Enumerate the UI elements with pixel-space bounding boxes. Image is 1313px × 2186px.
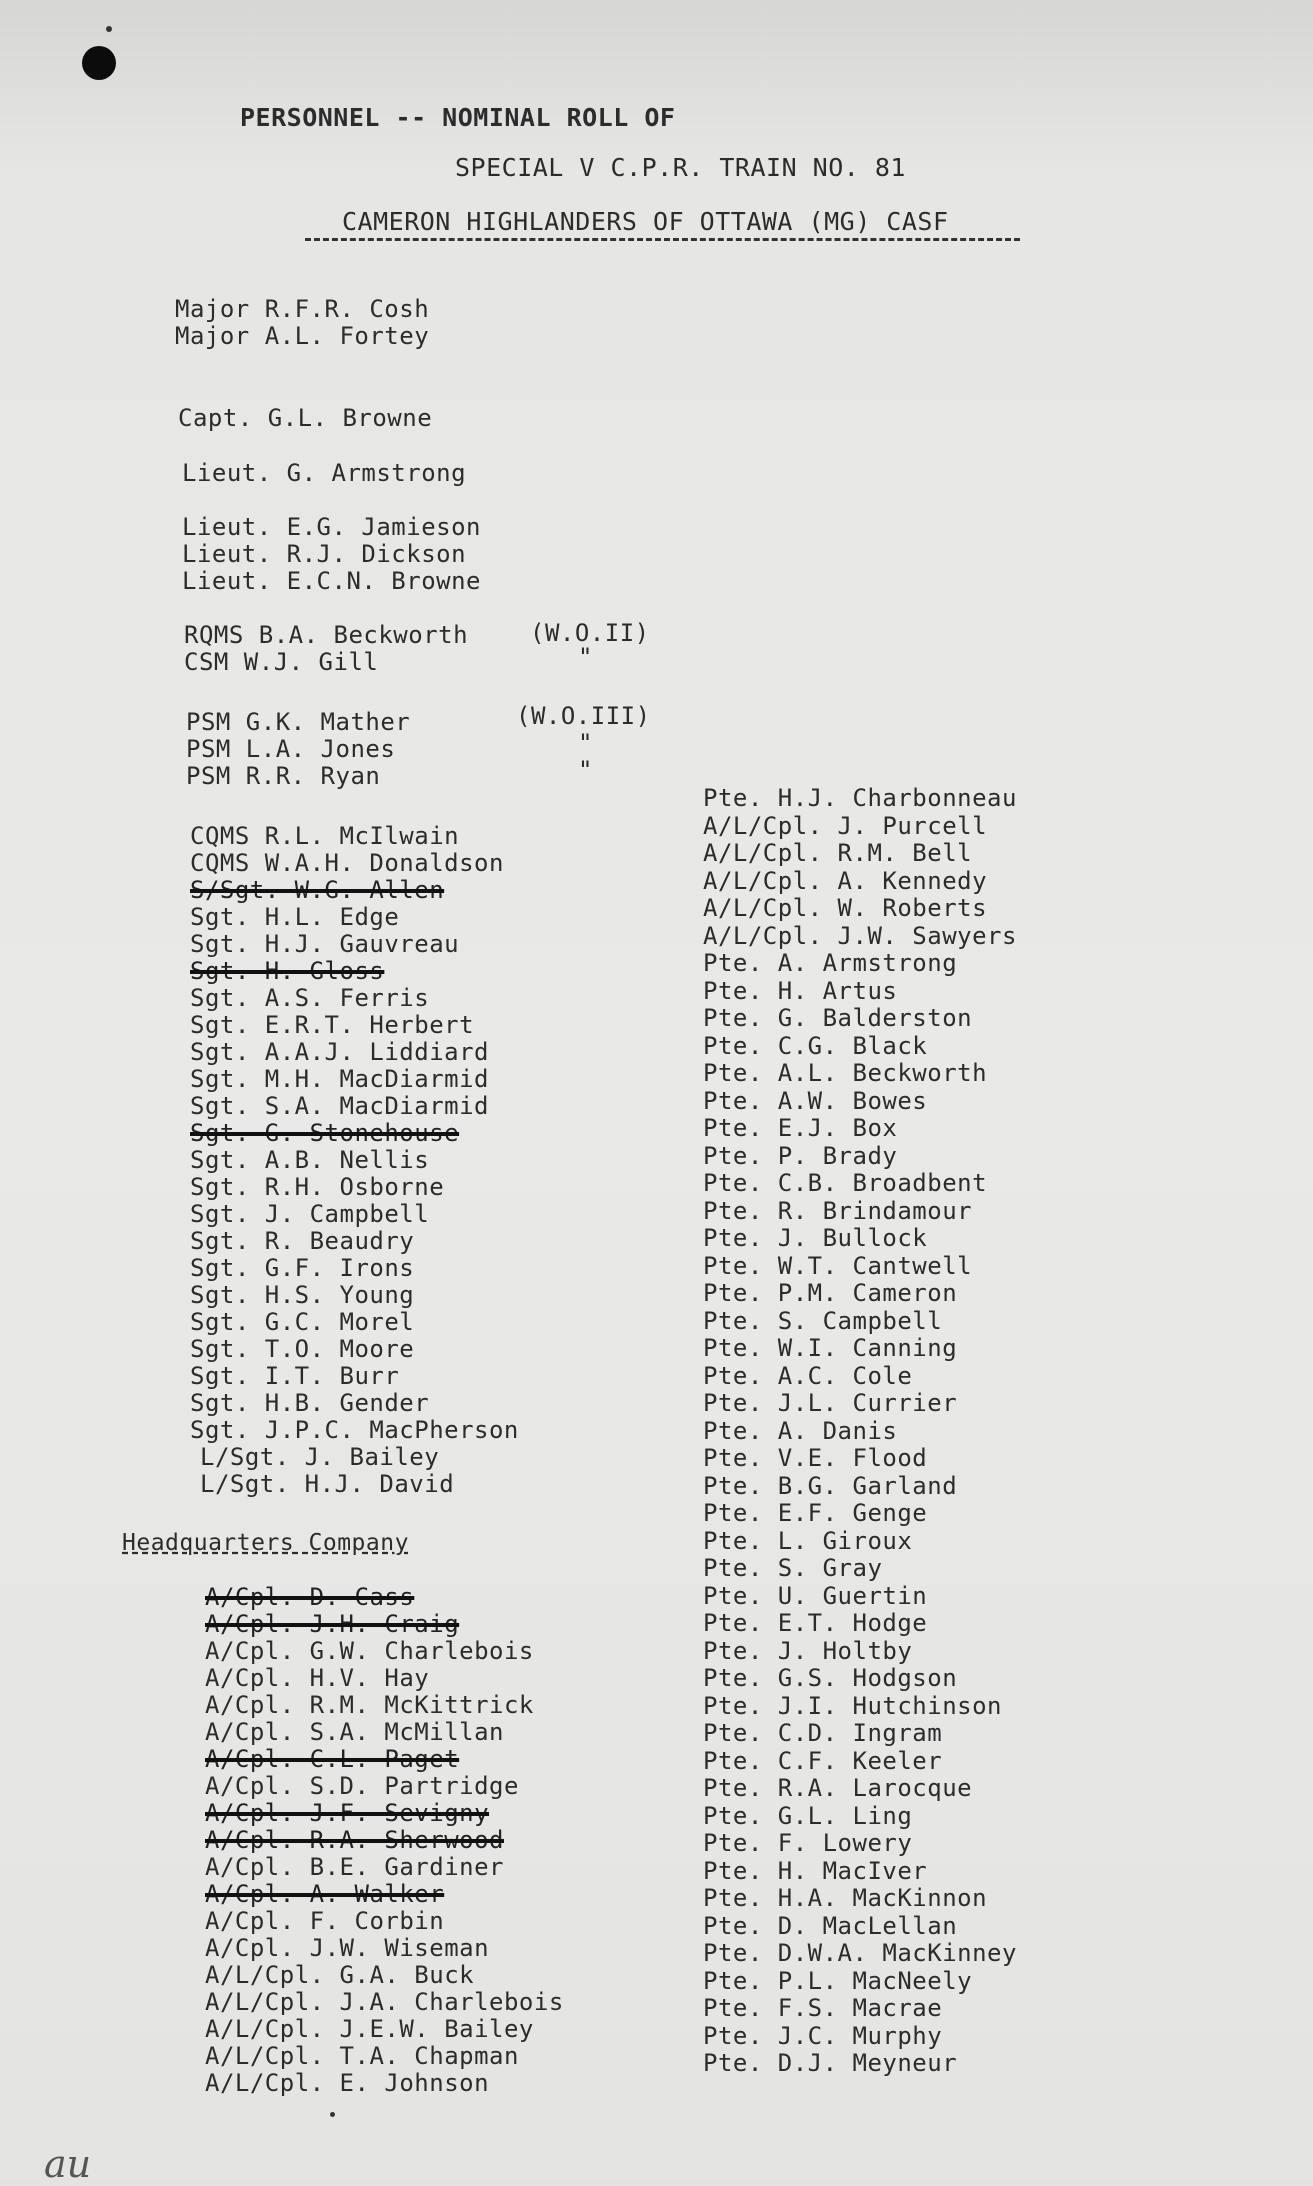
roll-entry: Sgt. E.R.T. Herbert bbox=[190, 1011, 475, 1039]
roll-entry: A/Cpl. S.D. Partridge bbox=[205, 1772, 519, 1800]
roll-entry: Pte. H. Artus bbox=[703, 977, 898, 1005]
header-line-2: SPECIAL V C.P.R. TRAIN NO. 81 bbox=[455, 153, 906, 182]
roll-entry: PSM L.A. Jones bbox=[186, 735, 396, 763]
roll-entry: Pte. J. Bullock bbox=[703, 1224, 928, 1252]
roll-entry: Sgt. H.S. Young bbox=[190, 1281, 415, 1309]
rank-note: " bbox=[578, 729, 593, 757]
roll-entry: Sgt. R.H. Osborne bbox=[190, 1173, 445, 1201]
roll-entry: Pte. E.F. Genge bbox=[703, 1499, 928, 1527]
title-underline bbox=[305, 238, 1020, 241]
roll-entry: A/L/Cpl. G.A. Buck bbox=[205, 1961, 475, 1989]
roll-entry: Sgt. T.O. Moore bbox=[190, 1335, 415, 1363]
roll-entry-struck: A/Cpl. A. Walker bbox=[205, 1880, 445, 1908]
roll-entry: Pte. A.W. Bowes bbox=[703, 1087, 928, 1115]
roll-entry: Sgt. H.J. Gauvreau bbox=[190, 930, 460, 958]
roll-entry: Sgt. S.A. MacDiarmid bbox=[190, 1092, 489, 1120]
roll-entry: Sgt. H.B. Gender bbox=[190, 1389, 430, 1417]
roll-entry: RQMS B.A. Beckworth bbox=[184, 621, 469, 649]
roll-entry: Pte. J.L. Currier bbox=[703, 1389, 958, 1417]
roll-entry: Sgt. G.F. Irons bbox=[190, 1254, 415, 1282]
roll-entry: Pte. R.A. Larocque bbox=[703, 1774, 973, 1802]
roll-entry-struck: Sgt. G. Stonehouse bbox=[190, 1119, 460, 1147]
roll-entry: Sgt. I.T. Burr bbox=[190, 1362, 400, 1390]
roll-entry: Major A.L. Fortey bbox=[175, 322, 430, 350]
roll-entry: Pte. G. Balderston bbox=[703, 1004, 973, 1032]
roll-entry: A/Cpl. F. Corbin bbox=[205, 1907, 445, 1935]
rank-note: " bbox=[578, 643, 593, 671]
roll-entry: Pte. A.C. Cole bbox=[703, 1362, 913, 1390]
roll-entry: PSM R.R. Ryan bbox=[186, 762, 381, 790]
roll-entry: Pte. C.F. Keeler bbox=[703, 1747, 943, 1775]
roll-entry: Sgt. J. Campbell bbox=[190, 1200, 430, 1228]
roll-entry: Pte. H. MacIver bbox=[703, 1857, 928, 1885]
ink-speck bbox=[106, 26, 112, 32]
rank-note: " bbox=[578, 756, 593, 784]
roll-entry: Pte. D.W.A. MacKinney bbox=[703, 1939, 1017, 1967]
roll-entry: Pte. S. Campbell bbox=[703, 1307, 943, 1335]
roll-entry-struck: A/Cpl. R.A. Sherwood bbox=[205, 1826, 504, 1854]
roll-entry: A/L/Cpl. J. Purcell bbox=[703, 812, 988, 840]
roll-entry: CSM W.J. Gill bbox=[184, 648, 379, 676]
roll-entry: Pte. A. Danis bbox=[703, 1417, 898, 1445]
roll-entry: CQMS R.L. McIlwain bbox=[190, 822, 460, 850]
roll-entry: A/L/Cpl. R.M. Bell bbox=[703, 839, 973, 867]
roll-entry: Pte. H.J. Charbonneau bbox=[703, 784, 1017, 812]
roll-entry: A/Cpl. J.W. Wiseman bbox=[205, 1934, 490, 1962]
roll-entry: Sgt. A.S. Ferris bbox=[190, 984, 430, 1012]
header-line-3: CAMERON HIGHLANDERS OF OTTAWA (MG) CASF bbox=[342, 207, 949, 236]
roll-entry: Pte. C.D. Ingram bbox=[703, 1719, 943, 1747]
roll-entry: Pte. C.B. Broadbent bbox=[703, 1169, 988, 1197]
roll-entry: A/L/Cpl. E. Johnson bbox=[205, 2069, 490, 2097]
roll-entry: Lieut. R.J. Dickson bbox=[182, 540, 467, 568]
roll-entry: Sgt. A.B. Nellis bbox=[190, 1146, 430, 1174]
roll-entry: A/Cpl. B.E. Gardiner bbox=[205, 1853, 504, 1881]
roll-entry: Pte. V.E. Flood bbox=[703, 1444, 928, 1472]
roll-entry: A/L/Cpl. J.A. Charlebois bbox=[205, 1988, 564, 2016]
roll-entry: Lieut. E.G. Jamieson bbox=[182, 513, 481, 541]
roll-entry: Pte. E.T. Hodge bbox=[703, 1609, 928, 1637]
roll-entry: Pte. W.I. Canning bbox=[703, 1334, 958, 1362]
roll-entry: A/Cpl. H.V. Hay bbox=[205, 1664, 430, 1692]
roll-entry: Pte. U. Guertin bbox=[703, 1582, 928, 1610]
roll-entry: PSM G.K. Mather bbox=[186, 708, 411, 736]
roll-entry: Sgt. A.A.J. Liddiard bbox=[190, 1038, 489, 1066]
roll-entry: A/L/Cpl. J.W. Sawyers bbox=[703, 922, 1017, 950]
roll-entry: Pte. J. Holtby bbox=[703, 1637, 913, 1665]
rank-note: (W.O.II) bbox=[530, 619, 650, 647]
roll-entry: Pte. G.S. Hodgson bbox=[703, 1664, 958, 1692]
roll-entry-struck: A/Cpl. J.H. Craig bbox=[205, 1610, 460, 1638]
roll-entry: Major R.F.R. Cosh bbox=[175, 295, 430, 323]
roll-entry: Pte. W.T. Cantwell bbox=[703, 1252, 973, 1280]
roll-entry: Pte. R. Brindamour bbox=[703, 1197, 973, 1225]
roll-entry: A/L/Cpl. J.E.W. Bailey bbox=[205, 2015, 534, 2043]
roll-entry-struck: S/Sgt. W.G. Allen bbox=[190, 876, 445, 904]
header-line-1: PERSONNEL -- NOMINAL ROLL OF bbox=[240, 103, 676, 132]
roll-entry: A/Cpl. G.W. Charlebois bbox=[205, 1637, 534, 1665]
roll-entry-struck: Sgt. H. Gloss bbox=[190, 957, 385, 985]
roll-entry: CQMS W.A.H. Donaldson bbox=[190, 849, 504, 877]
roll-entry: Sgt. M.H. MacDiarmid bbox=[190, 1065, 489, 1093]
roll-entry: A/L/Cpl. T.A. Chapman bbox=[205, 2042, 519, 2070]
roll-entry: Pte. D. MacLellan bbox=[703, 1912, 958, 1940]
roll-entry: Pte. P.M. Cameron bbox=[703, 1279, 958, 1307]
roll-entry: Pte. P. Brady bbox=[703, 1142, 898, 1170]
roll-entry: Pte. J.I. Hutchinson bbox=[703, 1692, 1002, 1720]
ink-speck bbox=[330, 2112, 335, 2117]
roll-entry-struck: A/Cpl. D. Cass bbox=[205, 1583, 415, 1611]
roll-entry-struck: A/Cpl. J.F. Sevigny bbox=[205, 1799, 490, 1827]
roll-entry: L/Sgt. H.J. David bbox=[200, 1470, 455, 1498]
roll-entry: Pte. G.L. Ling bbox=[703, 1802, 913, 1830]
roll-entry: Pte. F.S. Macrae bbox=[703, 1994, 943, 2022]
roll-entry: L/Sgt. J. Bailey bbox=[200, 1443, 440, 1471]
roll-entry: Lieut. E.C.N. Browne bbox=[182, 567, 481, 595]
roll-entry: Pte. D.J. Meyneur bbox=[703, 2049, 958, 2077]
roll-entry: Pte. A. Armstrong bbox=[703, 949, 958, 977]
roll-entry: Lieut. G. Armstrong bbox=[182, 459, 467, 487]
punch-hole bbox=[82, 46, 116, 80]
roll-entry: Pte. F. Lowery bbox=[703, 1829, 913, 1857]
margin-note: au bbox=[44, 2142, 92, 2186]
roll-entry: Pte. S. Gray bbox=[703, 1554, 883, 1582]
roll-entry-struck: A/Cpl. C.L. Paget bbox=[205, 1745, 460, 1773]
roll-entry: Pte. P.L. MacNeely bbox=[703, 1967, 973, 1995]
roll-entry: Pte. C.G. Black bbox=[703, 1032, 928, 1060]
roll-entry: Pte. L. Giroux bbox=[703, 1527, 913, 1555]
roll-entry: Pte. B.G. Garland bbox=[703, 1472, 958, 1500]
roll-entry: Sgt. R. Beaudry bbox=[190, 1227, 415, 1255]
roll-entry: Pte. E.J. Box bbox=[703, 1114, 898, 1142]
roll-entry: A/L/Cpl. A. Kennedy bbox=[703, 867, 988, 895]
roll-entry: Pte. J.C. Murphy bbox=[703, 2022, 943, 2050]
roll-entry: Sgt. G.C. Morel bbox=[190, 1308, 415, 1336]
roll-entry: A/L/Cpl. W. Roberts bbox=[703, 894, 988, 922]
roll-entry: Sgt. H.L. Edge bbox=[190, 903, 400, 931]
roll-entry: Capt. G.L. Browne bbox=[178, 404, 433, 432]
roll-entry: A/Cpl. R.M. McKittrick bbox=[205, 1691, 534, 1719]
roll-entry: A/Cpl. S.A. McMillan bbox=[205, 1718, 504, 1746]
rank-note: (W.O.III) bbox=[516, 702, 651, 730]
section-heading: Headquarters Company bbox=[122, 1530, 409, 1556]
roll-entry: Sgt. J.P.C. MacPherson bbox=[190, 1416, 519, 1444]
roll-entry: Pte. H.A. MacKinnon bbox=[703, 1884, 988, 1912]
roll-entry: Pte. A.L. Beckworth bbox=[703, 1059, 988, 1087]
